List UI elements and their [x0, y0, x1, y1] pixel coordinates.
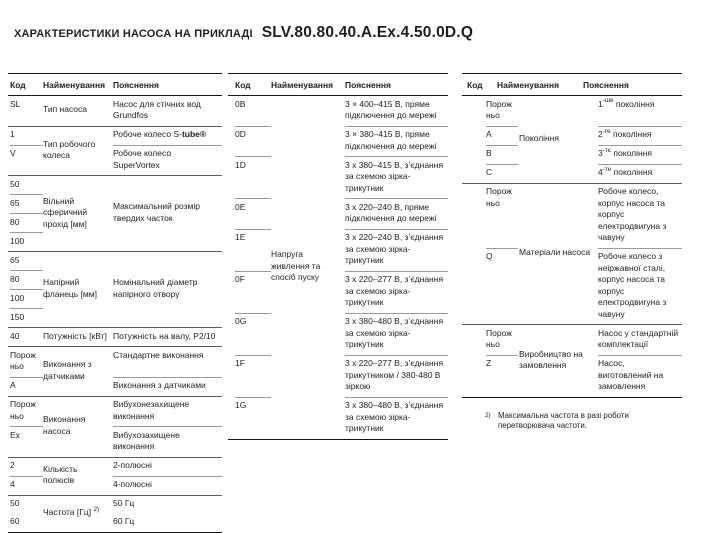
- text-segment: покоління: [610, 129, 652, 139]
- column-header: Код: [10, 80, 26, 90]
- code-value: SL: [10, 98, 21, 109]
- code-cell: [10, 378, 43, 396]
- text-segment: 3 x 220–240 В, пряме підключення до мережі: [345, 201, 437, 223]
- code-value: 1F: [235, 358, 245, 368]
- explanation-cell: [113, 347, 222, 378]
- text-segment: Потужність на валу, P2/10: [113, 330, 216, 341]
- column-header: Код: [235, 80, 251, 90]
- code-value: Порожньо: [486, 327, 512, 349]
- code-cell: [486, 146, 518, 165]
- code-cell: [10, 146, 43, 176]
- text-segment: Насос у стандартній комплектації: [598, 327, 679, 349]
- text-segment: Кількість полюсів: [43, 463, 78, 486]
- name-cell: [43, 505, 113, 523]
- text-segment-bold: tube®: [181, 129, 207, 139]
- footnote-text: Максимальна частота в разі роботи перетворювача частоти.: [498, 410, 629, 430]
- code-value: 1D: [235, 159, 246, 170]
- table-group: [462, 184, 682, 326]
- code-value: C: [486, 167, 493, 177]
- explanation-cell: [345, 314, 448, 356]
- explanation-cell: [113, 328, 222, 346]
- explanation-cell: [345, 199, 448, 230]
- code-value: 100: [10, 292, 25, 303]
- text-segment: покоління: [611, 148, 652, 158]
- text-segment: Максимальний розмір твердих часток: [113, 201, 200, 223]
- name-cell: [43, 357, 113, 387]
- code-value: 0F: [235, 274, 245, 284]
- type-key-table-3: [462, 73, 682, 398]
- name-cell: [518, 346, 598, 376]
- code-value: Порожньо: [10, 399, 36, 421]
- text-segment: Робоче колесо з неіржавної сталі, корпус насоса та корпус електродвигуна з чавуну: [598, 251, 667, 319]
- name-cell: [43, 193, 113, 234]
- code-cell: [235, 127, 271, 158]
- code-value: Q: [486, 251, 493, 261]
- footnote: [485, 411, 675, 432]
- text-segment: Номінальний діаметр напірного отвору: [113, 277, 198, 299]
- superscript: -тє: [602, 146, 612, 154]
- code-cell: [10, 514, 43, 532]
- text-segment: Вибухонезахищене виконання: [113, 399, 190, 421]
- code-cell: [10, 96, 43, 126]
- explanation-cell: [345, 272, 448, 314]
- table-group: [462, 325, 682, 398]
- code-value: 1: [10, 129, 15, 139]
- text-segment: Стандартне виконання: [113, 349, 204, 360]
- text-segment: Тип робочого колеса: [43, 138, 96, 160]
- name-cell: [43, 275, 113, 305]
- code-cell: [235, 157, 271, 199]
- text-segment: Робоче колесо, корпус насоса та корпус електродвигуна з чавуну: [598, 186, 667, 242]
- name-cell: [43, 102, 113, 120]
- text-segment: Вибухозахищене виконання: [113, 429, 180, 451]
- explanation-cell: [113, 427, 222, 457]
- name-cell: [271, 247, 345, 288]
- explanation-cell: [113, 397, 222, 428]
- code-value: Порожньо: [10, 349, 36, 371]
- text-segment: 3 x 220–277 В, з’єднання за схемою зірка-трикутник: [345, 274, 444, 307]
- table-group: [8, 127, 222, 177]
- table-header-row: [8, 74, 222, 96]
- explanation-cell: [598, 146, 682, 165]
- table-group: [8, 496, 222, 533]
- code-value: 1E: [235, 232, 246, 242]
- table-group: [8, 96, 222, 127]
- table-group: [8, 347, 222, 397]
- code-cell: [10, 496, 43, 514]
- code-value: 0G: [235, 316, 247, 326]
- table-group: [228, 96, 448, 440]
- column-middle: [228, 73, 448, 440]
- explanation-cell: [345, 127, 448, 158]
- code-cell: [10, 271, 43, 290]
- text-segment: покоління: [611, 167, 653, 177]
- table-header-row: [462, 74, 682, 96]
- code-cell: [235, 199, 271, 230]
- column-right: [462, 73, 682, 432]
- text-segment: 60 Гц: [113, 516, 135, 526]
- explanation-cell: [113, 96, 222, 126]
- code-cell: [486, 127, 518, 146]
- code-value: A: [10, 380, 16, 390]
- text-segment: Вільний сферичний прохід [мм]: [43, 195, 88, 229]
- code-value: Ex: [10, 429, 20, 440]
- explanation-cell: [598, 96, 682, 127]
- text-segment: 3 x 220–277 В, з’єднання трикутником / 380-480 В зіркою: [345, 358, 444, 391]
- explanation-cell: [113, 146, 222, 176]
- column-header: Пояснення: [345, 80, 391, 90]
- text-segment: 1: [598, 98, 603, 109]
- code-cell: [10, 252, 43, 271]
- column-header: Найменування: [271, 80, 334, 90]
- column-left: [8, 73, 222, 533]
- text-segment: Тип насоса: [43, 104, 88, 115]
- code-value: 40: [10, 330, 20, 341]
- title-bar: [14, 24, 473, 42]
- explanation-cell: [113, 496, 222, 514]
- code-cell: [486, 356, 518, 397]
- text-segment: Напруга живлення та спосіб пуску: [271, 249, 321, 283]
- code-value: V: [10, 148, 16, 158]
- text-segment: Напірний фланець [мм]: [43, 277, 97, 299]
- column-header: Пояснення: [113, 80, 159, 90]
- explanation-cell: [345, 230, 448, 272]
- text-segment: Виконання насоса: [43, 414, 86, 436]
- code-cell: [10, 214, 43, 233]
- name-cell: [43, 328, 113, 346]
- text-segment: Насос для стічних вод Grundfos: [113, 98, 201, 120]
- text-segment: 3 x 380–480 В, з’єднання за схемою зірка-трикутник: [345, 316, 444, 349]
- text-segment: 2-полюсні: [113, 460, 152, 470]
- code-cell: [10, 397, 43, 428]
- explanation-cell: [598, 165, 682, 183]
- explanation-cell: [113, 275, 222, 305]
- code-value: 2: [10, 460, 15, 470]
- explanation-cell: [598, 127, 682, 146]
- code-value: 60: [10, 516, 20, 526]
- table-group: [8, 176, 222, 252]
- code-value: B: [486, 148, 492, 158]
- explanation-cell: [113, 477, 222, 495]
- name-cell: [43, 136, 113, 166]
- code-value: Порожньо: [486, 98, 512, 120]
- text-segment: Робоче колесо S-: [113, 129, 182, 139]
- name-cell: [518, 245, 598, 263]
- code-cell: [10, 427, 43, 457]
- text-segment: Потужність [кВт]: [43, 330, 107, 341]
- explanation-cell: [598, 356, 682, 397]
- table-group: [8, 252, 222, 328]
- table-group: [462, 96, 682, 184]
- explanation-cell: [113, 458, 222, 477]
- code-cell: [10, 290, 43, 309]
- code-value: Z: [486, 358, 492, 368]
- table-group: [8, 397, 222, 458]
- code-cell: [486, 325, 518, 356]
- code-value: Порожньо: [486, 186, 512, 208]
- code-value: 65: [10, 197, 20, 208]
- explanation-cell: [598, 184, 682, 249]
- explanation-cell: [113, 514, 222, 532]
- text-segment: 3 × 380–415 В, пряме підключення до мережі: [345, 129, 437, 151]
- explanation-cell: [113, 199, 222, 229]
- name-cell: [43, 412, 113, 442]
- text-segment: 2: [598, 129, 603, 139]
- superscript: 2): [93, 505, 100, 513]
- code-cell: [10, 347, 43, 378]
- text-segment: 3 × 400–415 В, пряме підключення до мережі: [345, 98, 437, 120]
- name-cell: [43, 461, 113, 491]
- explanation-cell: [113, 378, 222, 396]
- code-cell: [486, 184, 518, 249]
- text-segment: Виконання з датчиками: [113, 380, 206, 390]
- code-cell: [10, 176, 43, 195]
- code-value: 100: [10, 235, 25, 246]
- code-value: 1G: [235, 400, 247, 410]
- code-cell: [486, 165, 518, 183]
- code-value: 150: [10, 311, 25, 322]
- code-cell: [235, 398, 271, 439]
- table-header-row: [228, 74, 448, 96]
- explanation-cell: [345, 96, 448, 127]
- text-segment: 3 x 220–240 В, з’єднання за схемою зірка-трикутник: [345, 232, 444, 265]
- code-value: 0B: [235, 98, 246, 109]
- column-header: Пояснення: [583, 80, 629, 90]
- code-cell: [10, 195, 43, 214]
- text-segment: Робоче колесо SuperVortex: [113, 148, 172, 170]
- code-cell: [10, 458, 43, 477]
- name-cell: [518, 130, 598, 148]
- code-value: 4: [10, 479, 15, 489]
- text-segment: Виконання з датчиками: [43, 359, 92, 381]
- code-cell: [235, 230, 271, 272]
- explanation-cell: [345, 356, 448, 398]
- code-value: 65: [10, 254, 20, 265]
- column-header: Найменування: [43, 80, 106, 90]
- explanation-cell: [113, 127, 222, 146]
- text-segment: покоління: [613, 98, 655, 109]
- code-value: 50: [10, 178, 20, 189]
- column-header: Код: [467, 80, 483, 90]
- superscript: -ге: [602, 127, 611, 135]
- text-segment: Покоління: [519, 132, 560, 143]
- code-value: A: [486, 129, 492, 139]
- page-title: ХАРАКТЕРИСТИКИ НАСОСА НА ПРИКЛАДІ: [14, 28, 253, 40]
- text-segment: Частота [Гц]: [43, 507, 94, 517]
- column-header: Найменування: [497, 80, 560, 90]
- code-cell: [10, 233, 43, 251]
- explanation-cell: [345, 157, 448, 199]
- pump-type-key: SLV.80.80.40.A.Ex.4.50.0D.Q: [261, 24, 474, 41]
- text-segment: Матеріали насоса: [519, 247, 591, 258]
- type-key-table-1: [8, 73, 222, 533]
- code-cell: [10, 477, 43, 495]
- type-key-table-2: [228, 73, 448, 440]
- text-segment: 3 x 380–480 В, з’єднання за схемою зірка-трикутник: [345, 400, 444, 433]
- explanation-cell: [598, 249, 682, 325]
- superscript: -те: [602, 165, 612, 173]
- code-value: 0D: [235, 129, 246, 139]
- text-segment: Насос, виготовлений на замовлення: [598, 358, 664, 391]
- footnote-marker: 2): [485, 411, 491, 419]
- code-cell: [235, 314, 271, 356]
- code-value: 80: [10, 216, 20, 227]
- table-group: [8, 328, 222, 347]
- superscript: -ше: [602, 97, 614, 105]
- code-cell: [235, 356, 271, 398]
- code-cell: [10, 309, 43, 327]
- code-cell: [235, 272, 271, 314]
- code-value: 80: [10, 273, 20, 284]
- code-cell: [486, 96, 518, 127]
- text-segment: 4-полюсні: [113, 479, 152, 489]
- code-cell: [486, 249, 518, 325]
- text-segment: 3: [598, 148, 603, 158]
- text-segment: Виробництво на замовлення: [519, 348, 583, 370]
- code-cell: [235, 96, 271, 127]
- explanation-cell: [345, 398, 448, 439]
- code-cell: [10, 328, 43, 346]
- code-value: 50: [10, 498, 20, 508]
- explanation-cell: [598, 325, 682, 356]
- table-group: [8, 458, 222, 496]
- text-segment: 4: [598, 167, 603, 177]
- text-segment: 50 Гц: [113, 498, 135, 508]
- text-segment: 3 x 380–415 В, з’єднання за схемою зірка-трикутник: [345, 159, 444, 193]
- code-cell: [10, 127, 43, 146]
- code-value: 0E: [235, 201, 246, 212]
